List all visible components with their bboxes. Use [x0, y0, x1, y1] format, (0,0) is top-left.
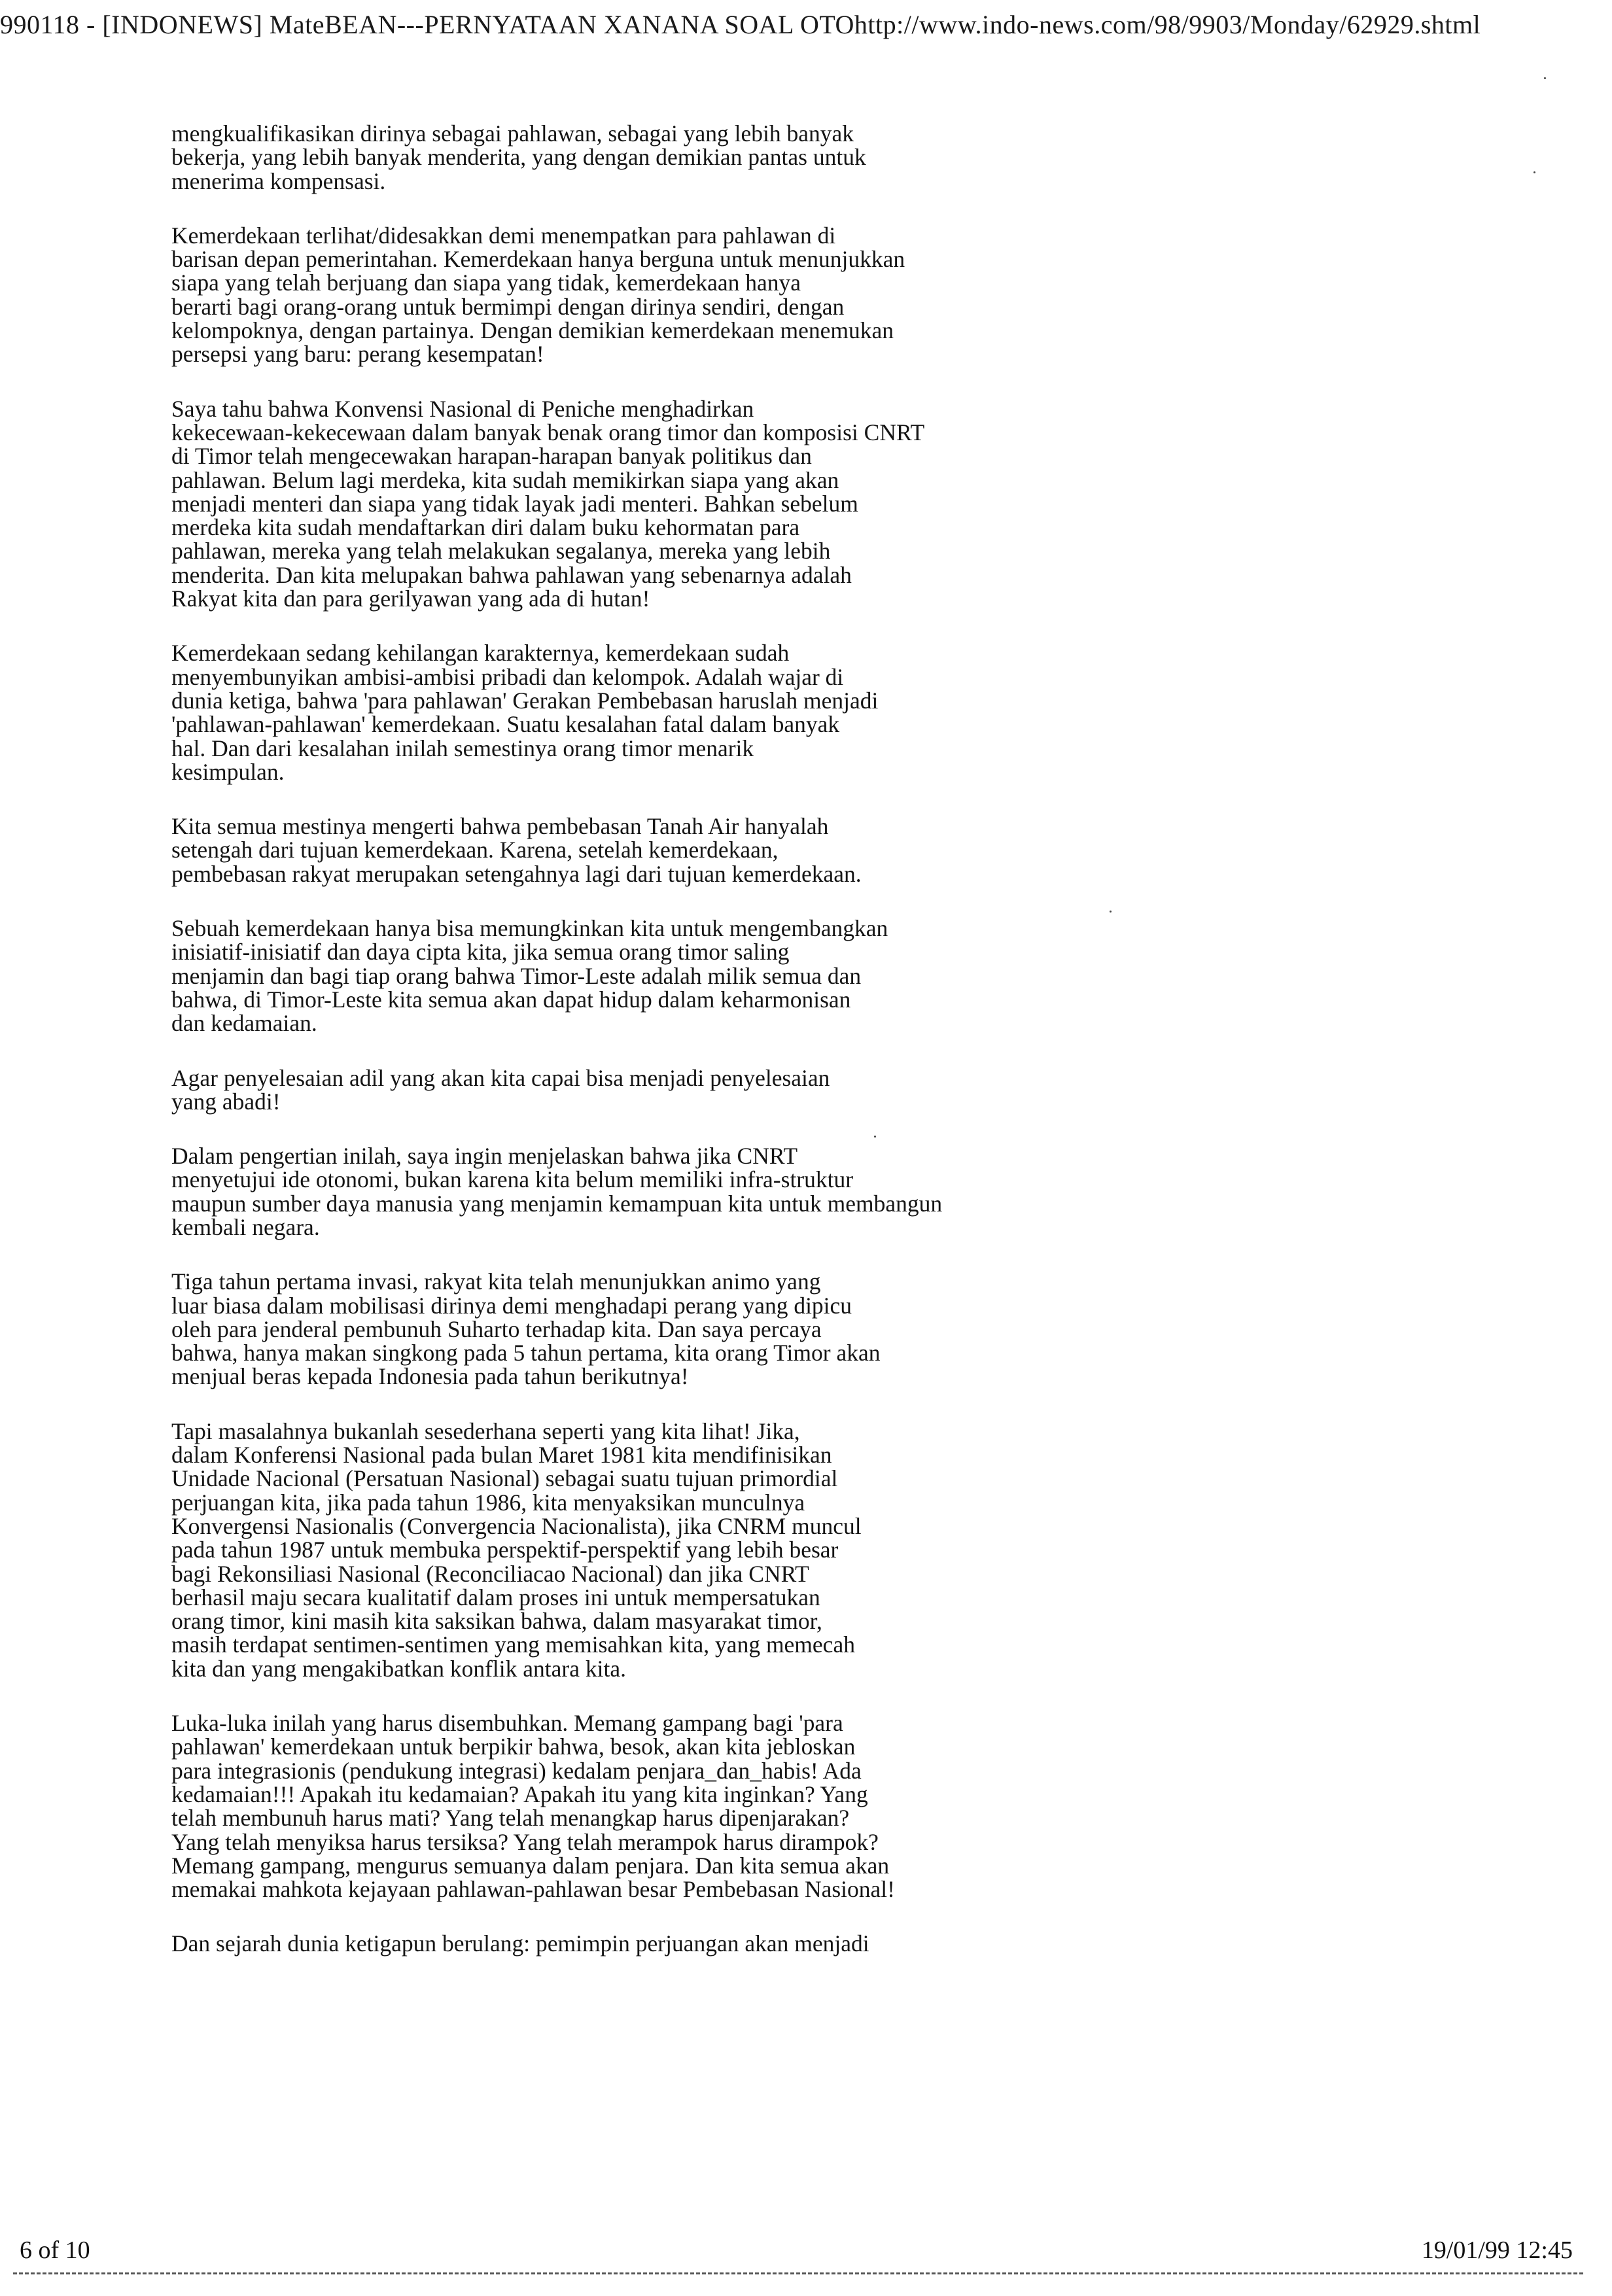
text-line: merdeka kita sudah mendaftarkan diri dalam buku kehormatan para — [171, 514, 800, 541]
paragraph — [171, 1932, 1127, 1955]
text-line: kelompoknya, dengan partainya. Dengan demikian kemerdekaan menemukan — [171, 317, 894, 344]
text-line: Yang telah menyiksa harus tersiksa? Yang telah merampok harus dirampok? — [171, 1828, 879, 1855]
text-line: bahwa, di Timor-Leste kita semua akan dapat hidup dalam keharmonisan — [171, 986, 851, 1013]
paragraph — [171, 397, 1127, 611]
bottom-rule — [13, 2272, 1583, 2274]
text-line: maupun sumber daya manusia yang menjamin kemampuan kita untuk membangun — [171, 1190, 943, 1217]
text-line: Rakyat kita dan para gerilyawan yang ada di hutan! — [171, 585, 650, 612]
text-line: persepsi yang baru: perang kesempatan! — [171, 341, 544, 368]
text-line: kedamaian!!! Apakah itu kedamaian? Apakah itu yang kita inginkan? Yang — [171, 1781, 868, 1807]
text-line: pahlawan, mereka yang telah melakukan segalanya, mereka yang lebih — [171, 538, 831, 565]
text-line: menyetujui ide otonomi, bukan karena kita belum memiliki infra-struktur — [171, 1166, 854, 1193]
paragraph — [171, 1066, 1127, 1114]
text-line: para integrasionis (pendukung integrasi) kedalam penjara_dan_habis! Ada — [171, 1757, 862, 1784]
text-line: menderita. Dan kita melupakan bahwa pahlawan yang sebenarnya adalah — [171, 561, 852, 588]
paragraph — [171, 641, 1127, 784]
text-line: kita dan yang mengakibatkan konflik antara kita. — [171, 1655, 626, 1682]
text-line: di Timor telah mengecewakan harapan-harapan banyak politikus dan — [171, 443, 812, 470]
text-line: barisan depan pemerintahan. Kemerdekaan hanya berguna untuk menunjukkan — [171, 246, 905, 273]
text-line: dalam Konferensi Nasional pada bulan Maret 1981 kita mendifinisikan — [171, 1442, 832, 1469]
text-line: Dalam pengertian inilah, saya ingin menjelaskan bahwa jika CNRT — [171, 1143, 798, 1170]
paragraph — [171, 224, 1127, 366]
text-line: Agar penyelesaian adil yang akan kita capai bisa menjadi penyelesaian — [171, 1064, 830, 1091]
text-line: berarti bagi orang-orang untuk bermimpi dengan dirinya sendiri, dengan — [171, 293, 845, 320]
text-line: Unidade Nacional (Persatuan Nasional) sebagai suatu tujuan primordial — [171, 1465, 838, 1492]
text-line: pahlawan. Belum lagi merdeka, kita sudah memikirkan siapa yang akan — [171, 466, 839, 493]
text-line: menjamin dan bagi tiap orang bahwa Timor-Leste adalah milik semua dan — [171, 962, 862, 989]
text-line: memakai mahkota kejayaan pahlawan-pahlawan besar Pembebasan Nasional! — [171, 1876, 895, 1903]
text-line: Memang gampang, mengurus semuanya dalam penjara. Dan kita semua akan — [171, 1852, 890, 1879]
text-line: Saya tahu bahwa Konvensi Nasional di Peniche menghadirkan — [171, 395, 754, 422]
print-datetime: 19/01/99 12:45 — [1421, 2236, 1573, 2264]
text-line: bagi Rekonsiliasi Nasional (Reconciliacao Nacional) dan jika CNRT — [171, 1560, 809, 1587]
scan-speck — [1533, 171, 1535, 173]
paragraph — [171, 1711, 1127, 1901]
text-line: menjual beras kepada Indonesia pada tahun berikutnya! — [171, 1363, 689, 1390]
text-line: kekecewaan-kekecewaan dalam banyak benak orang timor dan komposisi CNRT — [171, 419, 925, 445]
text-line: kesimpulan. — [171, 758, 285, 785]
text-line: setengah dari tujuan kemerdekaan. Karena, setelah kemerdekaan, — [171, 837, 779, 863]
text-line: bahwa, hanya makan singkong pada 5 tahun pertama, kita orang Timor akan — [171, 1340, 881, 1366]
paragraph — [171, 916, 1127, 1035]
text-line: dunia ketiga, bahwa 'para pahlawan' Gerakan Pembebasan haruslah menjadi — [171, 687, 879, 714]
text-line: pahlawan' kemerdekaan untuk berpikir bahwa, besok, akan kita jebloskan — [171, 1733, 856, 1760]
text-line: menjadi menteri dan siapa yang tidak layak jadi menteri. Bahkan sebelum — [171, 490, 858, 517]
text-line: masih terdapat sentimen-sentimen yang memisahkan kita, yang memecah — [171, 1631, 855, 1658]
text-line: luar biasa dalam mobilisasi dirinya demi menghadapi perang yang dipicu — [171, 1292, 852, 1319]
text-line: oleh para jenderal pembunuh Suharto terhadap kita. Dan saya percaya — [171, 1315, 822, 1342]
text-line: orang timor, kini masih kita saksikan bahwa, dalam masyarakat timor, — [171, 1608, 822, 1635]
text-line: pembebasan rakyat merupakan setengahnya lagi dari tujuan kemerdekaan. — [171, 860, 862, 887]
text-line: menyembunyikan ambisi-ambisi pribadi dan kelompok. Adalah wajar di — [171, 663, 844, 690]
scan-speck — [1544, 77, 1546, 79]
text-line: inisiatif-inisiatif dan daya cipta kita, jika semua orang timor saling — [171, 939, 790, 965]
text-line: Tapi masalahnya bukanlah sesederhana seperti yang kita lihat! Jika, — [171, 1418, 800, 1444]
scan-speck — [1110, 911, 1112, 913]
page-header: 990118 - [INDONEWS] MateBEAN---PERNYATAAN XANANA SOAL OTOhttp://www.indo-news.com/98/9903/Monday/62929.shtml — [0, 10, 1481, 39]
text-line: pada tahun 1987 untuk membuka perspektif-perspektif yang lebih besar — [171, 1537, 839, 1563]
text-line: Kemerdekaan sedang kehilangan karakternya, kemerdekaan sudah — [171, 640, 790, 667]
text-line: Sebuah kemerdekaan hanya bisa memungkinkan kita untuk mengembangkan — [171, 915, 888, 942]
paragraph — [171, 122, 1127, 193]
text-line: Kemerdekaan terlihat/didesakkan demi menempatkan para pahlawan di — [171, 222, 836, 249]
text-line: berhasil maju secara kualitatif dalam proses ini untuk mempersatukan — [171, 1584, 820, 1610]
text-line: menerima kompensasi. — [171, 167, 386, 194]
paragraph — [171, 1144, 1127, 1239]
text-line: telah membunuh harus mati? Yang telah menangkap harus dipenjarakan? — [171, 1805, 850, 1832]
text-line: mengkualifikasikan dirinya sebagai pahlawan, sebagai yang lebih banyak — [171, 120, 854, 147]
text-line: Dan sejarah dunia ketigapun berulang: pemimpin perjuangan akan menjadi — [171, 1930, 869, 1957]
text-line: Luka-luka inilah yang harus disembuhkan. Memang gampang bagi 'para — [171, 1710, 843, 1737]
text-line: perjuangan kita, jika pada tahun 1986, kita menyaksikan munculnya — [171, 1489, 805, 1516]
scan-speck — [874, 1136, 876, 1138]
text-line: Kita semua mestinya mengerti bahwa pembebasan Tanah Air hanyalah — [171, 813, 829, 840]
page-number: 6 of 10 — [20, 2236, 90, 2264]
text-line: dan kedamaian. — [171, 1010, 317, 1037]
text-line: yang abadi! — [171, 1088, 281, 1115]
text-line: siapa yang telah berjuang dan siapa yang tidak, kemerdekaan hanya — [171, 270, 801, 296]
text-line: bekerja, yang lebih banyak menderita, yang dengan demikian pantas untuk — [171, 144, 866, 171]
text-line: kembali negara. — [171, 1213, 320, 1240]
paragraph — [171, 814, 1127, 886]
text-line: 'pahlawan-pahlawan' kemerdekaan. Suatu kesalahan fatal dalam banyak — [171, 711, 840, 738]
text-line: Konvergensi Nasionalis (Convergencia Nacionalista), jika CNRM muncul — [171, 1512, 862, 1539]
paragraph — [171, 1270, 1127, 1388]
text-line: hal. Dan dari kesalahan inilah semestinya orang timor menarik — [171, 735, 754, 761]
text-line: Tiga tahun pertama invasi, rakyat kita telah menunjukkan animo yang — [171, 1268, 821, 1295]
document-body — [171, 122, 1127, 1987]
paragraph — [171, 1419, 1127, 1680]
